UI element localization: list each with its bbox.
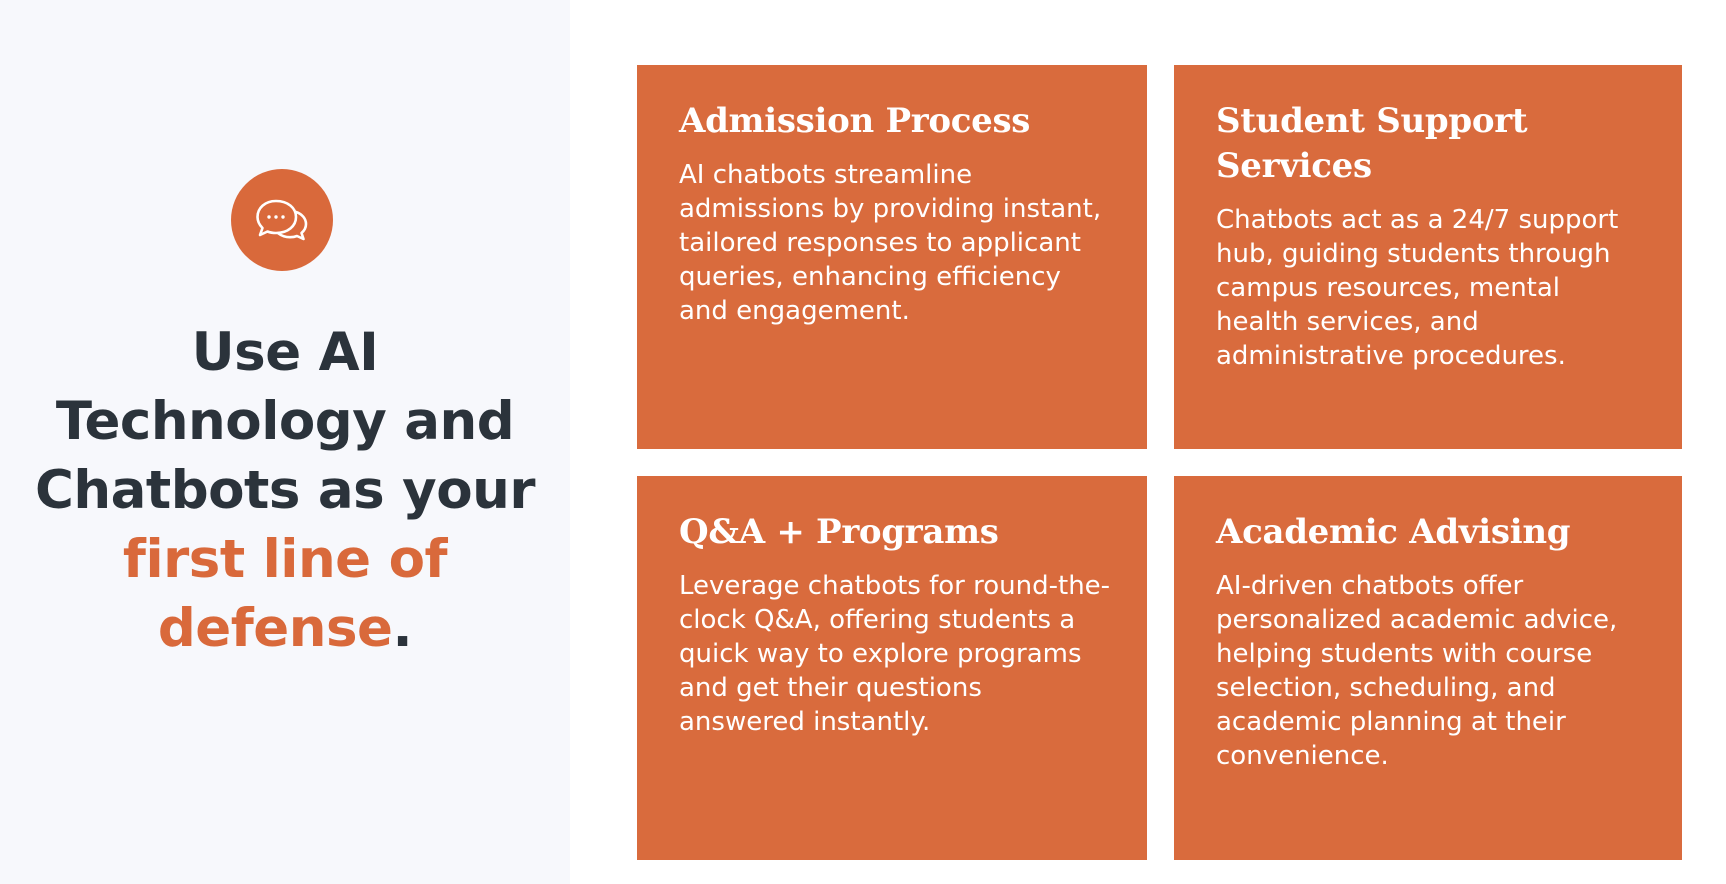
card-title: Q&A + Programs: [679, 512, 999, 552]
card-student-support-services: [1174, 65, 1682, 449]
card-title: Student Support Services: [1216, 101, 1528, 186]
card-title: Admission Process: [679, 101, 1031, 141]
card-academic-advising: [1174, 476, 1682, 860]
card-title: Academic Advising: [1216, 512, 1571, 552]
title-highlight: first line of defense: [122, 529, 448, 659]
title-text: Use AI Technology and Chatbots as your: [34, 322, 535, 521]
chat-bubbles-icon: [231, 169, 333, 271]
title-period: .: [392, 598, 413, 659]
card-body: Leverage chatbots for round-the-clock Q&A, offering students a quick way to explore programs and get their questions answered instantly.: [679, 571, 1111, 737]
card-body: AI-driven chatbots offer personalized academic advice, helping students with course selection, scheduling, and academic planning at their convenience.: [1216, 571, 1618, 771]
card-body: AI chatbots streamline admissions by providing instant, tailored responses to applicant queries, enhancing efficiency and engagement.: [679, 160, 1102, 326]
card-body: Chatbots act as a 24/7 support hub, guiding students through campus resources, mental health services, and administrative procedures.: [1216, 205, 1619, 371]
card-qa-programs: [637, 476, 1147, 860]
card-admission-process: [637, 65, 1147, 449]
page-title: [20, 318, 550, 663]
left-panel: [0, 0, 570, 884]
